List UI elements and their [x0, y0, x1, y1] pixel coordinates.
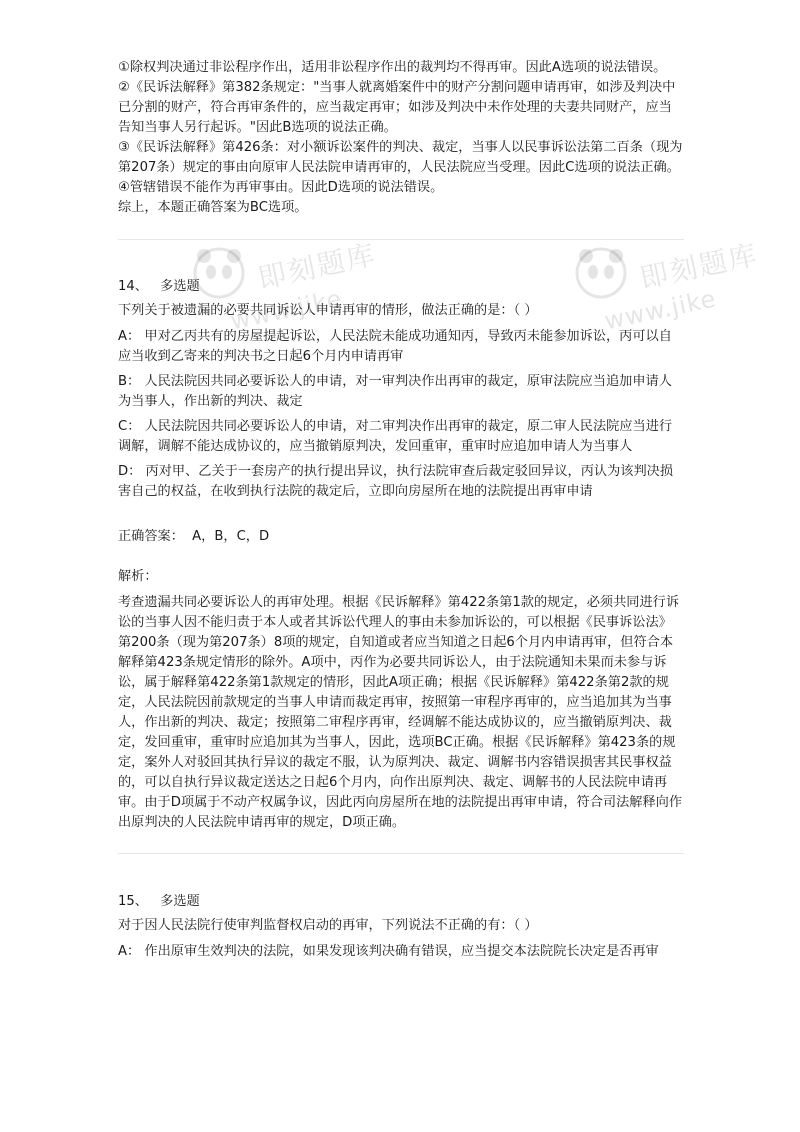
question-type: 多选题: [160, 279, 200, 294]
option-d: D： 丙对甲、乙关于一套房产的执行提出异议，执行法院审查后裁定驳回异议，丙认为该判决损害自己的权益，在收到执行法院的裁定后，立即向房屋所在地的法院提出再审申请: [118, 464, 674, 499]
option-b: B： 人民法院因共同必要诉讼人的申请，对一审判决作出再审的裁定，原审法院应当追加申请人为当事人，作出新的判决、裁定: [118, 374, 672, 409]
document-page: [118, 58, 684, 967]
question-header: [118, 277, 684, 297]
answer-value: A，B，C，D: [192, 529, 270, 544]
question-14: [118, 277, 684, 833]
explanation-line-1: ①除权判决通过非讼程序作出，适用非讼程序作出的裁判均不得再审。因此A选项的说法错误。: [118, 60, 667, 75]
watermark-url-text: www.jike: [228, 284, 345, 336]
question-type: 多选题: [160, 894, 200, 909]
question-number: 15、: [118, 894, 148, 909]
question-header: [118, 892, 684, 912]
analysis-text: 考查遗漏共同必要诉讼人的再审处理。根据《民诉解释》第422条第1款的规定，必须共同进行诉讼的当事人因不能归责于本人或者其诉讼代理人的事由未参加诉讼的，可以根据《民事诉讼法》第200条（现为第207条）8项的规定，自知道或者应当知道之日起6个月内申请再审，但符合本解释第423条规定情形的除外。A项中，丙作为必要共同诉讼人，由于法院通知未果而未参与诉讼，属于解释第422条第1款规定的情形，因此A项正确；根据《民诉解释》第422条第2款的规定，人民法院因前款规定的当事人申请而裁定再审，按照第一审程序再审的，应当追加其为当事人，作出新的判决、裁定；按照第二审程序再审，经调解不能达成协议的，应当撤销原判决、裁定，发回重审，重审时应追加其为当事人，因此，选项BC正确。根据《民诉解释》第423条的规定，案外人对驳回其执行异议的裁定不服，认为原判决、裁定、调解书内容错误损害其民事权益的，可以自执行异议裁定送达之日起6个月内，向作出原判决、裁定、调解书的人民法院申请再审。由于D项属于不动产权属争议，因此丙向房屋所在地的法院提出再审申请，符合司法解释向作出原判决的人民法院申请再审的规定，D项正确。: [118, 595, 683, 830]
correct-answer: [118, 527, 684, 547]
option-c: C： 人民法院因共同必要诉讼人的申请，对二审判决作出再审的裁定，原二审人民法院应当进行调解，调解不能达成协议的，应当撤销原判决，发回重审，重审时应追加申请人为当事人: [118, 419, 673, 454]
analysis-label: 解析：: [118, 569, 158, 584]
watermark-brand-text: 即刻题库: [637, 237, 762, 296]
option-a: A： 甲对乙丙共有的房屋提起诉讼，人民法院未能成功通知丙，导致丙未能参加诉讼，丙可以自应当收到乙寄来的判决书之日起6个月内申请再审: [118, 329, 672, 364]
question-number: 14、: [118, 279, 148, 294]
explanation-line-3: ③《民诉法解释》第426条：对小额诉讼案件的判决、裁定，当事人以民事诉讼法第二百条（现为第207条）规定的事由向原审人民法院申请再审的，人民法院应当受理。因此C选项的说法正确。: [118, 140, 683, 175]
question-stem: 对于因人民法院行使审判监督权启动的再审，下列说法不正确的有：（ ）: [118, 918, 538, 933]
watermark-url-text: www.jike: [602, 284, 719, 336]
explanation-line-2: ②《民诉法解释》第382条规定："当事人就离婚案件中的财产分割问题申请再审，如涉及判决中已分割的财产，符合再审条件的，应当裁定再审；如涉及判决中未作处理的夫妻共同财产，应当告知当事人另行起诉。"因此B选项的说法正确。: [118, 80, 676, 135]
option-a: A： 作出原审生效判决的法院，如果发现该判决确有错误，应当提交本法院院长决定是否再审: [118, 944, 659, 959]
prev-explanation: [118, 58, 684, 218]
question-stem: 下列关于被遗漏的必要共同诉讼人申请再审的情形，做法正确的是：（ ）: [118, 303, 538, 318]
explanation-summary: 综上，本题正确答案为BC选项。: [118, 200, 308, 215]
explanation-line-4: ④管辖错误不能作为再审事由。因此D选项的说法错误。: [118, 180, 444, 195]
question-15: [118, 892, 684, 962]
watermark-brand-text: 即刻题库: [255, 237, 380, 296]
answer-label: 正确答案：: [118, 529, 184, 544]
